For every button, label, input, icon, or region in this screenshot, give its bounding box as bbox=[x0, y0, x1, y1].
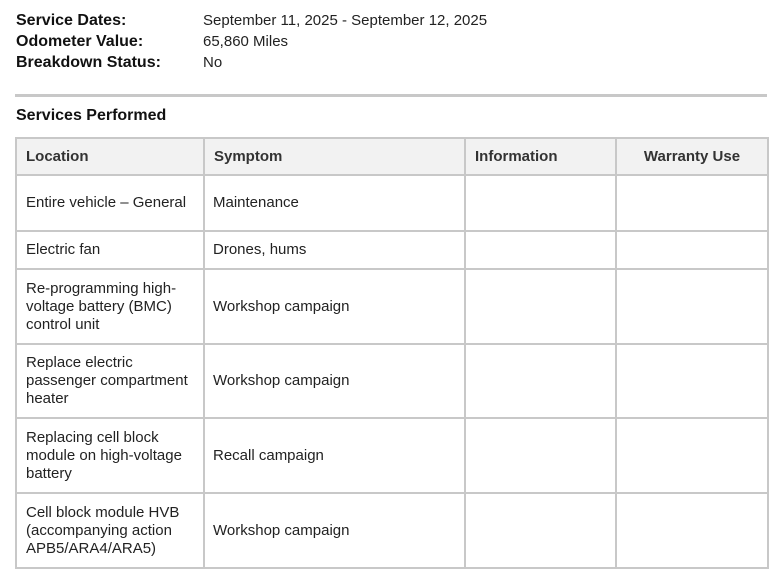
information-cell bbox=[465, 269, 616, 344]
warranty-use-cell bbox=[616, 269, 768, 344]
symptom-cell: Workshop campaign bbox=[204, 269, 465, 344]
column-header-location: Location bbox=[16, 138, 204, 175]
column-header-warranty-use: Warranty Use bbox=[616, 138, 768, 175]
column-header-symptom: Symptom bbox=[204, 138, 465, 175]
service-dates-row bbox=[16, 10, 756, 31]
symptom-cell: Workshop campaign bbox=[204, 493, 465, 568]
service-summary bbox=[16, 10, 756, 73]
services-table bbox=[15, 137, 769, 569]
table-row bbox=[16, 231, 768, 269]
service-dates-label: Service Dates: bbox=[16, 11, 127, 29]
warranty-use-cell bbox=[616, 175, 768, 231]
breakdown-status-label: Breakdown Status: bbox=[16, 53, 161, 71]
services-performed-title: Services Performed bbox=[16, 107, 167, 124]
location-cell: Replacing cell block module on high-voltage battery bbox=[16, 418, 204, 493]
odometer-label: Odometer Value: bbox=[16, 32, 144, 50]
location-cell: Replace electric passenger compartment heater bbox=[16, 344, 204, 418]
information-cell bbox=[465, 493, 616, 568]
symptom-cell: Maintenance bbox=[204, 175, 465, 231]
table-row bbox=[16, 418, 768, 493]
warranty-use-cell bbox=[616, 231, 768, 269]
table-row bbox=[16, 493, 768, 568]
warranty-use-cell bbox=[616, 418, 768, 493]
odometer-value: 65,860 Miles bbox=[203, 33, 289, 50]
information-cell bbox=[465, 231, 616, 269]
location-cell: Electric fan bbox=[16, 231, 204, 269]
symptom-cell: Drones, hums bbox=[204, 231, 465, 269]
table-header-row bbox=[16, 138, 768, 175]
location-cell: Re-programming high-voltage battery (BMC) control unit bbox=[16, 269, 204, 344]
information-cell bbox=[465, 175, 616, 231]
symptom-cell: Workshop campaign bbox=[204, 344, 465, 418]
warranty-use-cell bbox=[616, 493, 768, 568]
warranty-use-cell bbox=[616, 344, 768, 418]
breakdown-status-value: No bbox=[203, 54, 223, 71]
section-divider bbox=[15, 94, 767, 97]
service-dates-value: September 11, 2025 - September 12, 2025 bbox=[203, 12, 488, 29]
breakdown-status-row bbox=[16, 52, 756, 73]
column-header-information: Information bbox=[465, 138, 616, 175]
information-cell bbox=[465, 418, 616, 493]
information-cell bbox=[465, 344, 616, 418]
table-row bbox=[16, 344, 768, 418]
location-cell: Entire vehicle – General bbox=[16, 175, 204, 231]
table-row bbox=[16, 175, 768, 231]
location-cell: Cell block module HVB (accompanying action APB5/ARA4/ARA5) bbox=[16, 493, 204, 568]
symptom-cell: Recall campaign bbox=[204, 418, 465, 493]
table-row bbox=[16, 269, 768, 344]
odometer-row bbox=[16, 31, 756, 52]
